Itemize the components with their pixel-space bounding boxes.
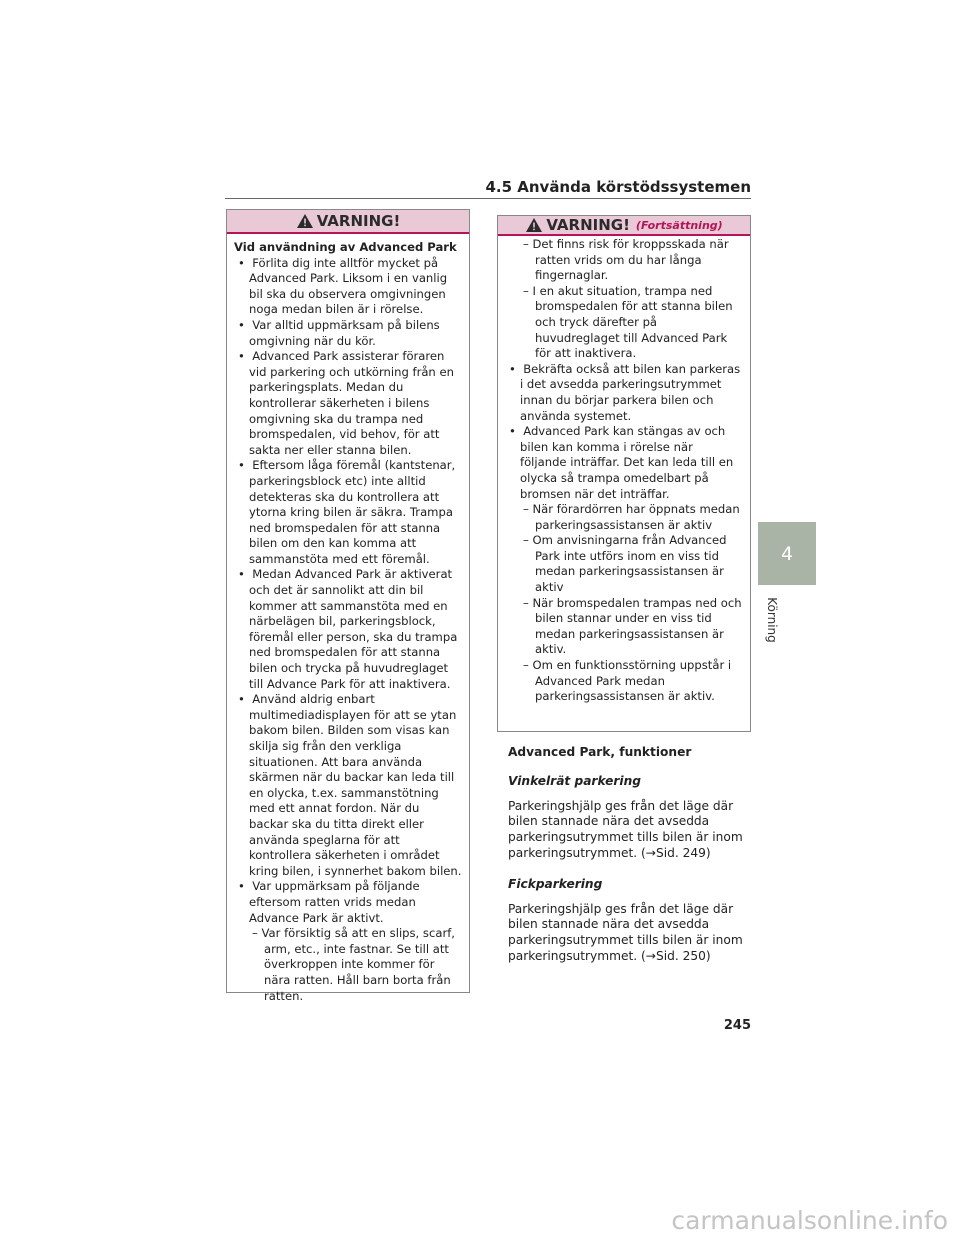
warning-dash-item: – Om en funktionsstörning uppstår i Advanced Park medan parkeringsassistansen är aktiv. xyxy=(505,658,743,705)
warning-box-left xyxy=(226,209,470,1003)
warning-dash-item: – I en akut situation, trampa ned bromspedalen för att stanna bilen och tryck därefter på huvudreglaget till Advanced Park för att inaktivera. xyxy=(505,284,743,362)
warning-dash-item: – Om anvisningarna från Advanced Park inte utförs inom en viss tid medan parkeringsassistansen är aktiv xyxy=(505,533,743,595)
warning-dash-item: – Det finns risk för kroppsskada när ratten vrids om du har långa fingernaglar. xyxy=(505,237,743,284)
warning-box-right xyxy=(497,215,751,732)
warning-triangle-icon xyxy=(296,213,314,229)
footer-watermark: carmanualsonline.info xyxy=(671,1206,948,1235)
warning-bullet: • Advanced Park kan stängas av och bilen kan komma i rörelse när följande inträffar. Det kan leda till en olycka så trampa omedelbart på bromsen när det inträffar. xyxy=(505,424,743,502)
warning-title: VARNING! xyxy=(316,212,401,230)
perpendicular-parking-text: Parkeringshjälp ges från det läge där bilen stannade nära det avsedda parkeringsutrymmet tills bilen är inom parkeringsutrymmet. (→Sid. 249) xyxy=(508,798,743,860)
functions-heading: Advanced Park, funktioner xyxy=(508,745,692,759)
parallel-parking-heading: Fickparkering xyxy=(508,876,603,891)
warning-dash-item: – När bromspedalen trampas ned och bilen stannar under en viss tid medan parkeringsassistansen är aktiv. xyxy=(505,596,743,658)
warning-header-right xyxy=(498,216,750,236)
chapter-tab: 4 xyxy=(758,522,816,585)
warning-bullet: • Advanced Park assisterar föraren vid parkering och utkörning från en parkeringsplats. Medan du kontrollerar säkerheten i bilens omgivning ska du trampa ned bromspedalen, vid behov, för att sakta ner eller stanna bilen. xyxy=(234,349,462,458)
warning-title: VARNING! xyxy=(546,216,630,234)
warning-dash-item: – Var försiktig så att en slips, scarf, arm, etc., inte fastnar. Se till att överkroppen inte kommer för nära ratten. Håll barn borta från ratten. xyxy=(234,926,462,1004)
warning-bullet: • Bekräfta också att bilen kan parkeras i det avsedda parkeringsutrymmet innan du börjar parkera bilen och använda systemet. xyxy=(505,362,743,424)
chapter-label-text: Körning xyxy=(765,597,779,643)
warning-dash-item: – När förardörren har öppnats medan parkeringsassistansen är aktiv xyxy=(505,502,743,533)
parallel-parking-text: Parkeringshjälp ges från det läge där bilen stannade nära det avsedda parkeringsutrymmet tills bilen är inom parkeringsutrymmet. (→Sid. 250) xyxy=(508,901,743,963)
page-number: 245 xyxy=(723,1018,751,1033)
warning-body-left xyxy=(227,234,469,1004)
warning-body-right xyxy=(498,236,750,705)
warning-triangle-icon xyxy=(525,217,543,233)
warning-header-left xyxy=(227,210,469,234)
header-divider xyxy=(225,198,751,199)
section-header-title: 4.5 Använda körstödssystemen xyxy=(485,178,751,196)
warning-heading: Vid användning av Advanced Park xyxy=(234,240,457,254)
chapter-label xyxy=(758,595,786,645)
body-column xyxy=(508,745,751,980)
warning-bullet: • Var uppmärksam på följande eftersom ratten vrids medan Advance Park är aktivt. xyxy=(234,879,462,926)
warning-continued-label: (Fortsättning) xyxy=(635,218,723,232)
warning-bullet: • Var alltid uppmärksam på bilens omgivning när du kör. xyxy=(234,318,462,349)
warning-bullet: • Eftersom låga föremål (kantstenar, parkeringsblock etc) inte alltid detekteras ska du kontrollera att ytorna kring bilen är säkra. Trampa ned bromspedalen för att stanna bilen om den kan komma att sammanstöta med ett föremål. xyxy=(234,458,462,567)
perpendicular-parking-heading: Vinkelrät parkering xyxy=(508,773,641,788)
warning-bullet: • Förlita dig inte alltför mycket på Advanced Park. Liksom i en vanlig bil ska du observera omgivningen noga medan bilen är i rörelse. xyxy=(234,256,462,318)
warning-bullet: • Medan Advanced Park är aktiverat och det är sannolikt att din bil kommer att sammanstöta med en närbelägen bil, parkeringsblock, föremål eller person, ska du trampa ned bromspedalen för att stanna bilen och trycka på huvudreglaget till Advance Park för att inaktivera. xyxy=(234,567,462,692)
warning-bullet: • Använd aldrig enbart multimediadisplayen för att se ytan bakom bilen. Bilden som visas kan skilja sig från den verkliga situationen. Att bara använda skärmen när du backar kan leda till en olycka, t.ex. sammanstötning med ett annat fordon. När du backar ska du titta direkt eller använda speglarna för att kontrollera säkerheten i området kring bilen, i synnerhet bakom bilen. xyxy=(234,692,462,879)
